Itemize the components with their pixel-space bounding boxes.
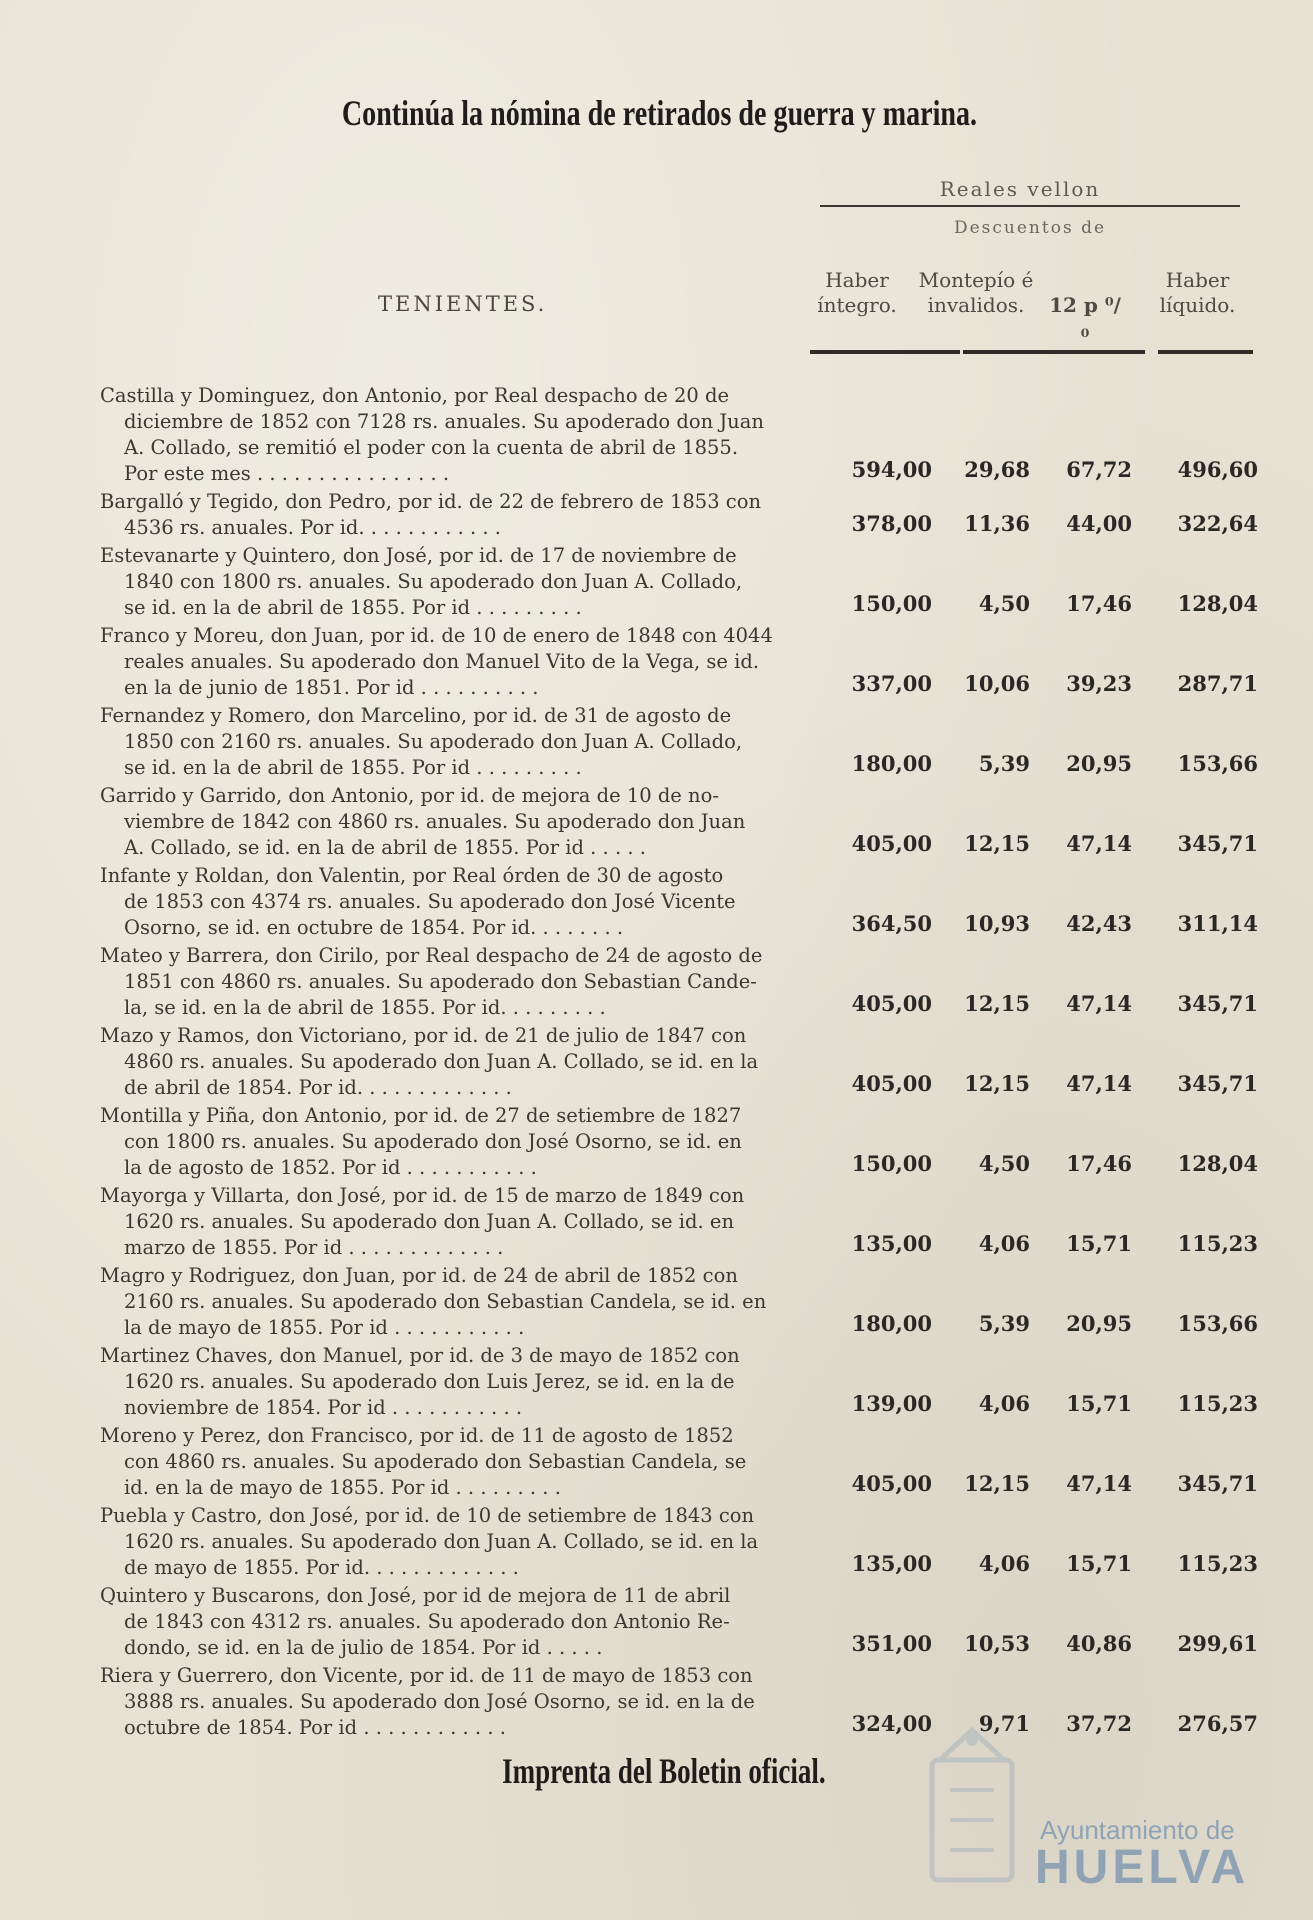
montepio-value: 12,15	[964, 831, 1030, 856]
doce-percent-value: 47,14	[1066, 831, 1132, 856]
haber-liquido-value: 128,04	[1177, 591, 1258, 616]
haber-liquido-value: 345,71	[1177, 991, 1258, 1016]
entry-line: Fernandez y Romero, don Marcelino, por id. de 31 de agosto de	[100, 704, 732, 727]
entry-line: A. Collado, se id. en la de abril de 1855. Por id . . . . .	[124, 836, 646, 859]
entry-line: Magro y Rodriguez, don Juan, por id. de 24 de abril de 1852 con	[100, 1264, 738, 1287]
montepio-value: 4,06	[978, 1231, 1030, 1256]
montepio-value: 4,06	[978, 1551, 1030, 1576]
montepio-value: 10,06	[964, 671, 1030, 696]
haber-integro-value: 150,00	[851, 1151, 932, 1176]
haber-liquido-value: 276,57	[1177, 1711, 1258, 1736]
haber-integro-value: 405,00	[851, 1071, 932, 1096]
entry-description	[100, 783, 812, 861]
haber-liquido-value: 496,60	[1177, 457, 1258, 482]
entry-line: reales anuales. Su apoderado don Manuel Vito de la Vega, se id.	[124, 650, 760, 673]
doce-percent-value: 42,43	[1066, 911, 1132, 936]
doce-percent-value: 15,71	[1066, 1391, 1132, 1416]
haber-liquido-value: 311,14	[1177, 911, 1258, 936]
entry-line: 1620 rs. anuales. Su apoderado don Juan A. Collado, se id. en	[124, 1210, 735, 1233]
entry-line: 1850 con 2160 rs. anuales. Su apoderado don Juan A. Collado,	[124, 730, 743, 753]
montepio-value: 12,15	[964, 1071, 1030, 1096]
doce-percent-value: 40,86	[1066, 1631, 1132, 1656]
haber-liquido-value: 128,04	[1177, 1151, 1258, 1176]
haber-integro-value: 405,00	[851, 991, 932, 1016]
entry-description	[100, 1183, 812, 1261]
haber-liquido-value: 115,23	[1177, 1391, 1258, 1416]
column-header-haber-integro	[812, 268, 902, 318]
montepio-value: 4,50	[978, 591, 1030, 616]
entry-line: Martinez Chaves, don Manuel, por id. de 3 de mayo de 1852 con	[100, 1344, 740, 1367]
doce-percent-value: 15,71	[1066, 1231, 1132, 1256]
entry-line: Bargalló y Tegido, don Pedro, por id. de 22 de febrero de 1853 con	[100, 490, 762, 513]
entry-description	[100, 1583, 812, 1661]
haber-integro-value: 405,00	[851, 1471, 932, 1496]
haber-integro-value: 378,00	[851, 511, 932, 536]
printer-footer: Imprenta del Boletin oficial.	[502, 1751, 826, 1791]
haber-integro-value: 405,00	[851, 831, 932, 856]
entry-line: de abril de 1854. Por id. . . . . . . . . . . . .	[124, 1076, 512, 1099]
haber-integro-value: 337,00	[851, 671, 932, 696]
entry-description	[100, 863, 812, 941]
column-header-line: íntegro.	[817, 293, 897, 317]
entry-description	[100, 1263, 812, 1341]
entry-line: 2160 rs. anuales. Su apoderado don Sebastian Candela, se id. en	[124, 1290, 767, 1313]
column-header-haber-liquido	[1150, 268, 1245, 318]
doce-percent-value: 67,72	[1066, 457, 1132, 482]
montepio-value: 11,36	[964, 511, 1030, 536]
entry-line: 4860 rs. anuales. Su apoderado don Juan A. Collado, se id. en la	[124, 1050, 759, 1073]
entry-line: Montilla y Piña, don Antonio, por id. de 27 de setiembre de 1827	[100, 1104, 742, 1127]
header-rule	[820, 205, 1240, 207]
montepio-value: 29,68	[964, 457, 1030, 482]
entry-line: en la de junio de 1851. Por id . . . . . . . . . .	[124, 676, 539, 699]
entry-line: 1851 con 4860 rs. anuales. Su apoderado don Sebastian Cande-	[124, 970, 757, 993]
reales-heading: Reales vellon	[939, 177, 1101, 201]
entry-line: dondo, se id. en la de julio de 1854. Por id . . . . .	[124, 1636, 603, 1659]
entry-line: con 1800 rs. anuales. Su apoderado don José Osorno, se id. en	[124, 1130, 742, 1153]
entry-description	[100, 1343, 812, 1421]
entry-description	[100, 1103, 812, 1181]
doce-percent-value: 44,00	[1066, 511, 1132, 536]
entry-line: se id. en la de abril de 1855. Por id . . . . . . . . .	[124, 756, 582, 779]
doce-percent-value: 47,14	[1066, 1071, 1132, 1096]
watermark-line1: Ayuntamiento de	[1040, 1815, 1235, 1845]
entry-line: de mayo de 1855. Por id. . . . . . . . . . . . .	[124, 1556, 519, 1579]
montepio-value: 12,15	[964, 1471, 1030, 1496]
entry-line: id. en la de mayo de 1855. Por id . . . . . . . . .	[124, 1476, 561, 1499]
doce-percent-value: 39,23	[1066, 671, 1132, 696]
haber-integro-value: 139,00	[851, 1391, 932, 1416]
haber-liquido-value: 153,66	[1177, 751, 1258, 776]
entry-line: 1620 rs. anuales. Su apoderado don Juan A. Collado, se id. en la	[124, 1530, 759, 1553]
haber-liquido-value: 299,61	[1177, 1631, 1258, 1656]
column-header-line: Haber	[825, 268, 889, 292]
doce-percent-value: 20,95	[1066, 751, 1132, 776]
entry-line: la, se id. en la de abril de 1855. Por id. . . . . . . . .	[124, 996, 606, 1019]
entry-line: Mateo y Barrera, don Cirilo, por Real despacho de 24 de agosto de	[100, 944, 763, 967]
haber-integro-value: 364,50	[851, 911, 932, 936]
doce-percent-value: 37,72	[1066, 1711, 1132, 1736]
haber-liquido-value: 345,71	[1177, 1071, 1258, 1096]
montepio-value: 4,06	[978, 1391, 1030, 1416]
montepio-value: 10,93	[964, 911, 1030, 936]
entry-line: 1620 rs. anuales. Su apoderado don Luis Jerez, se id. en la de	[124, 1370, 735, 1393]
entry-line: 1840 con 1800 rs. anuales. Su apoderado don Juan A. Collado,	[124, 570, 743, 593]
haber-integro-value: 180,00	[851, 1311, 932, 1336]
entry-line: la de mayo de 1855. Por id . . . . . . . . . . .	[124, 1316, 525, 1339]
montepio-value: 12,15	[964, 991, 1030, 1016]
entry-line: Mazo y Ramos, don Victoriano, por id. de 21 de julio de 1847 con	[100, 1024, 747, 1047]
haber-integro-value: 324,00	[851, 1711, 932, 1736]
entry-description	[100, 489, 812, 541]
montepio-value: 4,50	[978, 1151, 1030, 1176]
entry-line: de 1843 con 4312 rs. anuales. Su apoderado don Antonio Re-	[124, 1610, 730, 1633]
column-header-line: líquido.	[1159, 293, 1236, 317]
entry-line: Garrido y Garrido, don Antonio, por id. de mejora de 10 de no-	[100, 784, 719, 807]
doce-percent-value: 17,46	[1066, 591, 1132, 616]
entry-line: Franco y Moreu, don Juan, por id. de 10 de enero de 1848 con 4044	[100, 624, 773, 647]
haber-integro-value: 135,00	[851, 1231, 932, 1256]
entry-description	[100, 383, 812, 487]
haber-integro-value: 351,00	[851, 1631, 932, 1656]
column-header-line: Montepío é	[918, 268, 1034, 292]
montepio-value: 10,53	[964, 1631, 1030, 1656]
haber-integro-value: 180,00	[851, 751, 932, 776]
entry-line: de 1853 con 4374 rs. anuales. Su apoderado don José Vicente	[124, 890, 736, 913]
doce-percent-value: 15,71	[1066, 1551, 1132, 1576]
entry-line: Quintero y Buscarons, don José, por id de mejora de 11 de abril	[100, 1584, 731, 1607]
entry-line: Infante y Roldan, don Valentin, por Real órden de 30 de agosto	[100, 864, 724, 887]
watermark-line2: HUELVA	[1035, 1841, 1250, 1894]
column-header-doce: 12 p ⁰/₀	[1049, 293, 1121, 342]
column-rule	[963, 350, 1145, 354]
entry-line: A. Collado, se remitió el poder con la cuenta de abril de 1855.	[124, 436, 739, 459]
entry-line: Mayorga y Villarta, don José, por id. de 15 de marzo de 1849 con	[100, 1184, 745, 1207]
montepio-value: 9,71	[978, 1711, 1030, 1736]
section-heading: TENIENTES.	[378, 292, 548, 316]
entry-line: con 4860 rs. anuales. Su apoderado don Sebastian Candela, se	[124, 1450, 747, 1473]
entry-line: viembre de 1842 con 4860 rs. anuales. Su apoderado don Juan	[124, 810, 746, 833]
entry-line: 3888 rs. anuales. Su apoderado don José Osorno, se id. en la de	[124, 1690, 755, 1713]
haber-liquido-value: 322,64	[1177, 511, 1258, 536]
haber-liquido-value: 287,71	[1177, 671, 1258, 696]
entry-line: marzo de 1855. Por id . . . . . . . . . . . . .	[124, 1236, 504, 1259]
entry-description	[100, 1663, 812, 1741]
haber-integro-value: 150,00	[851, 591, 932, 616]
entry-line: Osorno, se id. en octubre de 1854. Por id. . . . . . . .	[124, 916, 624, 939]
entry-description	[100, 1023, 812, 1101]
page-title: Continúa la nómina de retirados de guerra y marina.	[341, 93, 978, 133]
entry-description	[100, 703, 812, 781]
haber-liquido-value: 153,66	[1177, 1311, 1258, 1336]
haber-liquido-value: 345,71	[1177, 831, 1258, 856]
entry-line: Moreno y Perez, don Francisco, por id. de 11 de agosto de 1852	[100, 1424, 734, 1447]
montepio-value: 5,39	[978, 1311, 1030, 1336]
descuentos-heading: Descuentos de	[953, 218, 1107, 238]
haber-liquido-value: 115,23	[1177, 1231, 1258, 1256]
entry-line: Puebla y Castro, don José, por id. de 10 de setiembre de 1843 con	[100, 1504, 755, 1527]
entry-line: la de agosto de 1852. Por id . . . . . . . . . . .	[124, 1156, 537, 1179]
haber-liquido-value: 115,23	[1177, 1551, 1258, 1576]
haber-integro-value: 594,00	[851, 457, 932, 482]
column-header-montepio	[917, 268, 1035, 318]
entry-line: Estevanarte y Quintero, don José, por id. de 17 de noviembre de	[100, 544, 737, 567]
entry-description	[100, 543, 812, 621]
column-header-line: Haber	[1165, 268, 1230, 292]
entry-line: se id. en la de abril de 1855. Por id . . . . . . . . .	[124, 596, 582, 619]
doce-percent-value: 47,14	[1066, 991, 1132, 1016]
entry-description	[100, 1423, 812, 1501]
haber-liquido-value: 345,71	[1177, 1471, 1258, 1496]
doce-percent-value: 47,14	[1066, 1471, 1132, 1496]
entry-line: diciembre de 1852 con 7128 rs. anuales. Su apoderado don Juan	[124, 410, 764, 433]
column-header-line: invalidos.	[927, 293, 1025, 317]
doce-percent-value: 17,46	[1066, 1151, 1132, 1176]
montepio-value: 5,39	[978, 751, 1030, 776]
entry-line: Por este mes . . . . . . . . . . . . . . . .	[124, 462, 450, 485]
entry-line: Castilla y Dominguez, don Antonio, por Real despacho de 20 de	[100, 384, 730, 407]
column-rule	[810, 350, 960, 354]
entry-line: Riera y Guerrero, don Vicente, por id. de 11 de mayo de 1853 con	[100, 1664, 753, 1687]
entry-description	[100, 623, 812, 701]
entry-description	[100, 943, 812, 1021]
doce-percent-value: 20,95	[1066, 1311, 1132, 1336]
entry-line: octubre de 1854. Por id . . . . . . . . . . . .	[124, 1716, 506, 1739]
column-rule	[1158, 350, 1253, 354]
entry-line: noviembre de 1854. Por id . . . . . . . . . . .	[124, 1396, 523, 1419]
entry-description	[100, 1503, 812, 1581]
entry-line: 4536 rs. anuales. Por id. . . . . . . . . . . .	[124, 516, 501, 539]
haber-integro-value: 135,00	[851, 1551, 932, 1576]
